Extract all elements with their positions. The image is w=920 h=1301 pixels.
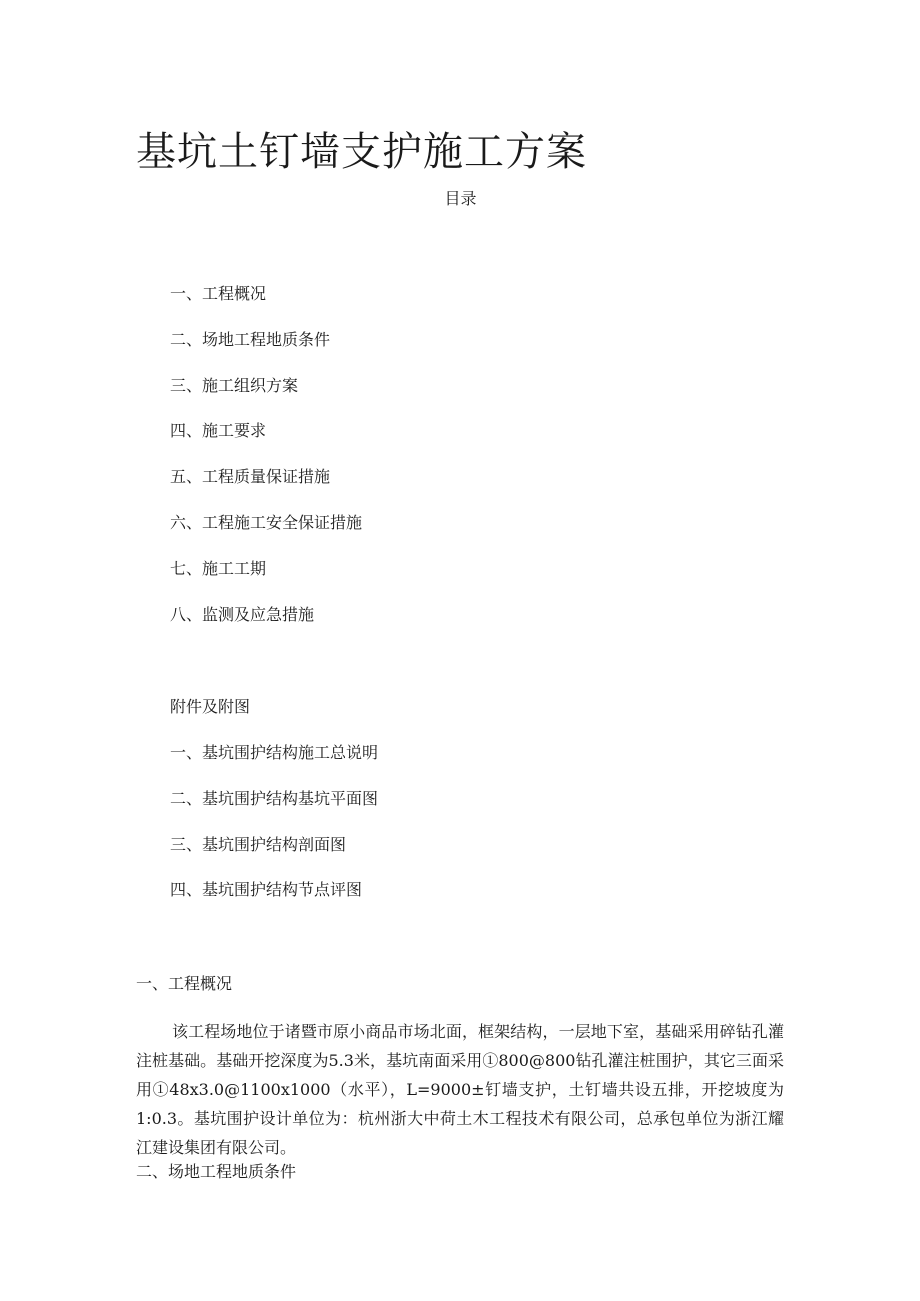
toc-item: 二、场地工程地质条件 — [170, 329, 331, 349]
toc-item: 八、监测及应急措施 — [170, 604, 315, 624]
table-of-contents — [170, 283, 362, 649]
appendix-item: 一、基坑围护结构施工总说明 — [170, 743, 379, 762]
toc-item: 四、施工要求 — [170, 421, 267, 441]
section-body-overview: 该工程场地位于诸暨市原小商品市场北面，框架结构，一层地下室，基础采用碎钻孔灌注桩基础。基础开挖深度为5.3米，基坑南面采用①800@800钻孔灌注桩围护，其它三面采用①48x3.0@1100x1000（水平），L=9000±钉墙支护，土钉墙共设五排，开挖坡度为1:0.3。基坑围护设计单位为：杭州浙大中荷土木工程技术有限公司，总承包单位为浙江耀江建设集团有限公司。 — [136, 1022, 784, 1157]
document-title: 基坑土钉墙支护施工方案 — [136, 129, 587, 175]
toc-item: 七、施工工期 — [170, 558, 267, 578]
appendix-item: 二、基坑围护结构基坑平面图 — [170, 788, 379, 808]
appendix-item: 四、基坑围护结构节点评图 — [170, 880, 363, 900]
section-heading-overview: 一、工程概况 — [136, 974, 233, 993]
appendix-heading: 附件及附图 — [170, 697, 251, 716]
toc-item: 五、工程质量保证措施 — [170, 467, 331, 487]
toc-heading-text: 目录 — [444, 189, 477, 208]
appendix-list — [170, 742, 378, 925]
toc-item: 一、工程概况 — [170, 284, 267, 303]
section-heading-geology: 二、场地工程地质条件 — [136, 1162, 297, 1181]
toc-heading — [0, 188, 920, 210]
toc-item: 六、工程施工安全保证措施 — [170, 512, 363, 532]
toc-item: 三、施工组织方案 — [170, 375, 299, 395]
appendix-item: 三、基坑围护结构剖面图 — [170, 834, 347, 854]
